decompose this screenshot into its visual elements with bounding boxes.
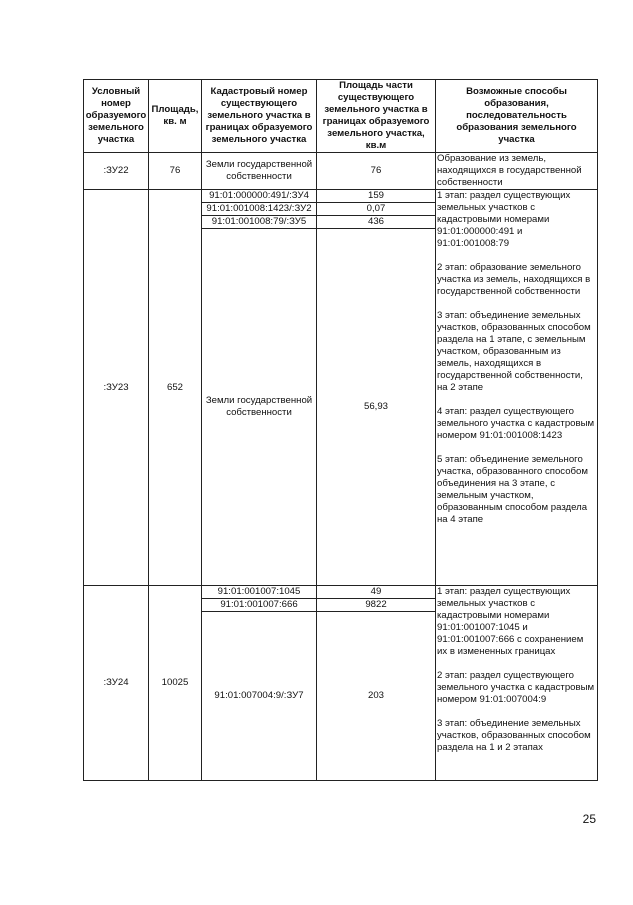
- plot-area: 76: [149, 153, 202, 190]
- cadastral-number: 91:01:001007:1045: [202, 586, 317, 599]
- part-area: 76: [317, 153, 436, 190]
- header-part-area: Площадь части существующего земельного участка в границах образуемого земельного участка, кв.м: [317, 80, 436, 153]
- part-area: 0,07: [317, 203, 436, 216]
- part-area: 9822: [317, 599, 436, 612]
- plot-area: 652: [149, 190, 202, 586]
- cadastral-number: Земли государственной собственности: [202, 229, 317, 586]
- cadastral-number: 91:01:001008:79/:ЗУ5: [202, 216, 317, 229]
- formation-method: [436, 586, 598, 781]
- part-area: 436: [317, 216, 436, 229]
- method-step: 2 этап: образование земельного участка из земель, находящихся в государственной собственности: [437, 262, 591, 297]
- page-number: 25: [582, 812, 596, 826]
- method-step: 1 этап: раздел существующих земельных участков с кадастровыми номерами 91:01:000000:491 и 91:01:001008:79: [437, 190, 571, 249]
- header-area: Площадь, кв. м: [149, 80, 202, 153]
- table-row: [84, 190, 598, 203]
- plot-id: :ЗУ23: [84, 190, 149, 586]
- plot-id: :ЗУ22: [84, 153, 149, 190]
- part-area: 203: [317, 612, 436, 781]
- plot-id: :ЗУ24: [84, 586, 149, 781]
- header-method: Возможные способы образования, последовательность образования земельного участка: [436, 80, 598, 153]
- plot-area: 10025: [149, 586, 202, 781]
- method-step: 3 этап: объединение земельных участков, образованных способом раздела на 1 и 2 этапах: [437, 718, 591, 753]
- cadastral-number: 91:01:001008:1423/:ЗУ2: [202, 203, 317, 216]
- cadastral-number: 91:01:000000:491/:ЗУ4: [202, 190, 317, 203]
- method-step: Образование из земель, находящихся в государственной собственности: [437, 153, 582, 188]
- header-cadastral: Кадастровый номер существующего земельного участка в границах образуемого земельного участка: [202, 80, 317, 153]
- part-area: 159: [317, 190, 436, 203]
- cadastral-number: 91:01:007004:9/:ЗУ7: [202, 612, 317, 781]
- cadastral-number: Земли государственной собственности: [202, 153, 317, 190]
- method-step: 1 этап: раздел существующих земельных участков с кадастровыми номерами 91:01:001007:1045 и 91:01:001007:666 с сохранением их в измененных границах: [437, 586, 584, 657]
- method-step: 3 этап: объединение земельных участков, образованных способом раздела на 1 этапе, с земельным участком, образованным из земель, находящихся в государственной собственности, на 2 этапе: [437, 310, 591, 393]
- table-row: [84, 153, 598, 190]
- formation-method: [436, 153, 598, 190]
- header-plot-id: Условный номер образуемого земельного участка: [84, 80, 149, 153]
- part-area: 56,93: [317, 229, 436, 586]
- formation-method: [436, 190, 598, 586]
- method-step: 2 этап: раздел существующего земельного участка с кадастровым номером 91:01:007004:9: [437, 670, 595, 705]
- part-area: 49: [317, 586, 436, 599]
- table-header-row: [84, 80, 598, 153]
- method-step: 5 этап: объединение земельного участка, образованного способом объединения на 3 этапе, с земельным участком, образованным способом раздела на 4 этапе: [437, 454, 588, 525]
- method-step: 4 этап: раздел существующего земельного участка с кадастровым номером 91:01:001008:1423: [437, 406, 595, 441]
- cadastral-number: 91:01:001007:666: [202, 599, 317, 612]
- table-row: [84, 586, 598, 599]
- land-plots-table: [83, 79, 598, 781]
